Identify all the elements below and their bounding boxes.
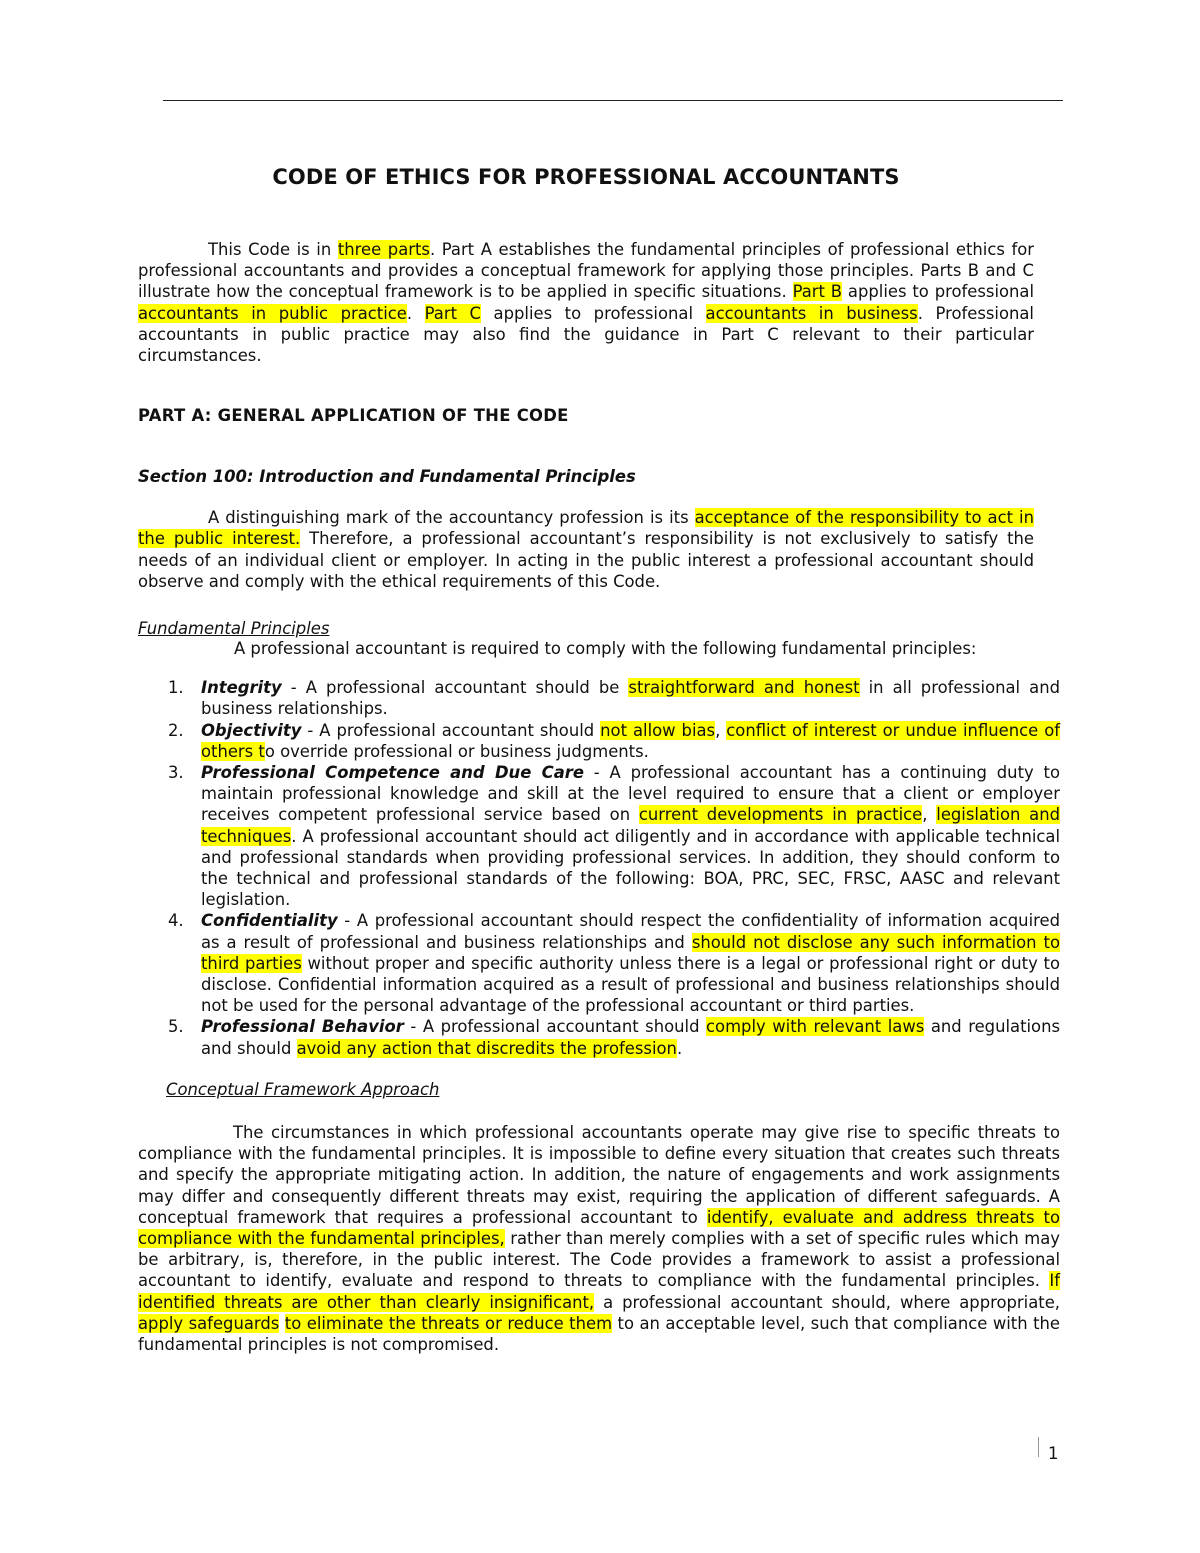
highlight: avoid any action that discredits the profession xyxy=(296,1038,677,1058)
highlight: should not disclose any such information to third parties xyxy=(201,932,1060,973)
highlight: Part B xyxy=(792,282,843,302)
document-title: CODE OF ETHICS FOR PROFESSIONAL ACCOUNTANTS xyxy=(272,165,900,189)
highlight: current developments in practice xyxy=(638,805,923,825)
highlight: to eliminate the threats or reduce them xyxy=(284,1313,613,1333)
header-rule xyxy=(163,100,1063,101)
conceptual-framework-paragraph: The circumstances in which professional accountants operate may give rise to specific threats to compliance with the fundamental principles. It is impossible to define every situation that creates such threats and specify the appropriate mitigating action. In addition, the nature of engagements and work assignments may differ and consequently different threats may exist, requiring the application of different safeguards. A conceptual framework that requires a professional accountant to identify, evaluate and address threats to compliance with the fundamental principles, rather than merely complies with a set of specific rules which may be arbitrary, is, therefore, in the public interest. The Code provides a framework to assist a professional accountant to identify, evaluate and respond to threats to compliance with the fundamental principles. If identified threats are other than clearly insignificant, a professional accountant should, where appropriate, apply safeguards to eliminate the threats or reduce them to an acceptable level, such that compliance with the fundamental principles is not compromised. xyxy=(138,1122,1060,1354)
section-100-heading: Section 100: Introduction and Fundamental Principles xyxy=(138,467,636,487)
highlight: comply with relevant laws xyxy=(706,1017,925,1037)
highlight: acceptance of the responsibility to act in the public interest. xyxy=(138,508,1034,549)
list-number: 5. xyxy=(168,1017,184,1037)
principle-term: Integrity xyxy=(201,678,282,698)
highlight: three parts xyxy=(337,240,430,259)
conceptual-framework-heading: Conceptual Framework Approach xyxy=(166,1079,440,1099)
page-number-divider xyxy=(1038,1437,1039,1457)
highlight: identify, evaluate and address threats to compliance with the fundamental principles, xyxy=(138,1207,1060,1248)
intro-paragraph: This Code is in three parts. Part A establishes the fundamental principles of professional ethics for professional accountants and provides a conceptual framework for applying those principles. Parts B and C illustrate how the conceptual framework is to be applied in specific situations. Part B applies to professional accountants in public practice. Part C applies to professional accountants in business. Professional accountants in public practice may also find the guidance in Part C relevant to their particular circumstances. xyxy=(138,240,1035,366)
list-number: 1. xyxy=(168,678,184,698)
highlight: If identified threats are other than clearly insignificant, xyxy=(138,1271,1060,1312)
page-number: 1 xyxy=(1048,1444,1059,1463)
document-body xyxy=(138,165,1061,1355)
principle-integrity: 1. Integrity - A professional accountant should be straightforward and honest in all professional and business relationships. xyxy=(168,678,1060,719)
list-number: 3. xyxy=(168,763,184,783)
principle-term: Professional Competence and Due Care xyxy=(201,763,584,783)
highlight: accountants in public practice xyxy=(138,303,407,323)
principle-confidentiality: 4. Confidentiality - A professional accountant should respect the confidentiality of information acquired as a result of professional and business relationships and should not disclose any such information to third parties without proper and specific authority unless there is a legal or professional right or duty to disclose. Confidential information acquired as a result of professional and business relationships should not be used for the personal advantage of the professional accountant or third parties. xyxy=(168,911,1060,1016)
list-number: 2. xyxy=(168,720,184,740)
list-number: 4. xyxy=(168,911,184,931)
fundamental-principles-heading: Fundamental Principles xyxy=(138,619,330,639)
highlight: not allow bias xyxy=(600,720,716,740)
fundamental-principles-intro: A professional accountant is required to comply with the following fundamental principles: xyxy=(234,639,977,659)
highlight: accountants in business xyxy=(705,303,918,323)
principle-competence: 3. Professional Competence and Due Care - A professional accountant has a continuing duty to maintain professional knowledge and skill at the level required to ensure that a client or employer receives competent professional service based on current developments in practice, legislation and techniques. A professional accountant should act diligently and in accordance with applicable technical and professional standards when providing professional services. In addition, they should conform to the technical and professional standards of the following: BOA, PRC, SEC, FRSC, AASC and relevant legislation. xyxy=(168,763,1061,910)
highlight: apply safeguards xyxy=(138,1313,280,1333)
section-intro-paragraph: A distinguishing mark of the accountancy profession is its acceptance of the responsibility to act in the public interest. Therefore, a professional accountant’s responsibility is not exclusively to satisfy the needs of an individual client or employer. In acting in the public interest a professional accountant should observe and comply with the ethical requirements of this Code. xyxy=(138,508,1035,591)
principles-list xyxy=(138,677,1060,1059)
highlight: Part C xyxy=(424,303,481,323)
principle-term: Confidentiality xyxy=(201,911,338,931)
highlight: conflict of interest or undue influence of others t xyxy=(201,720,1060,761)
part-a-heading: PART A: GENERAL APPLICATION OF THE CODE xyxy=(138,406,569,426)
highlight: legislation and techniques xyxy=(201,805,1061,846)
principle-term: Objectivity xyxy=(201,720,302,740)
highlight: straightforward and honest xyxy=(628,678,860,698)
principle-professional-behavior: 5. Professional Behavior - A professional accountant should comply with relevant laws and regulations and should avoid any action that discredits the profession. xyxy=(168,1017,1061,1058)
principle-objectivity: 2. Objectivity - A professional accountant should not allow bias, conflict of interest or undue influence of others to override professional or business judgments. xyxy=(168,720,1060,761)
principle-term: Professional Behavior xyxy=(201,1017,404,1037)
